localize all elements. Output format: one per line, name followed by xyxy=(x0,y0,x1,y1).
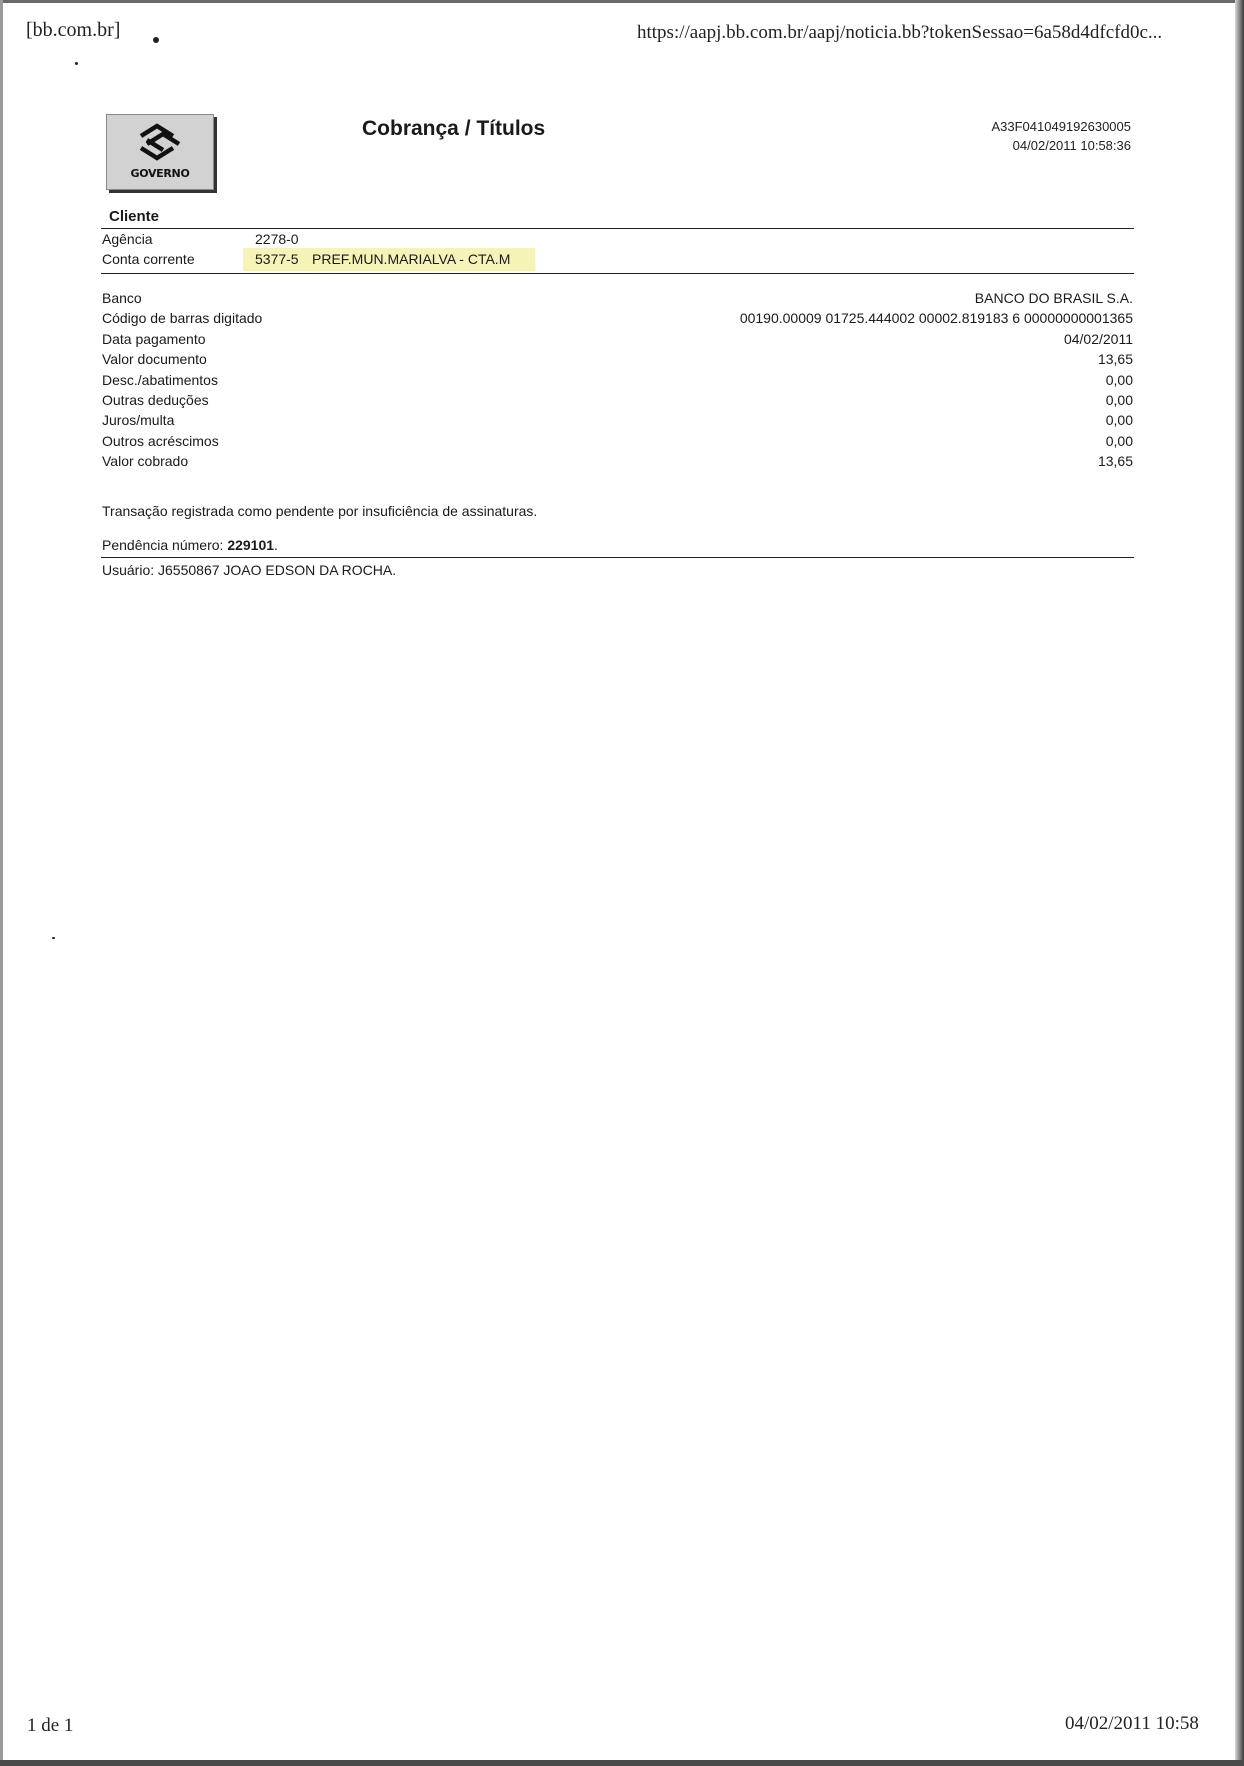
print-header-url: https://aapj.bb.com.br/aapj/noticia.bb?tokenSessao=6a58d4dfcfd0c... xyxy=(637,22,1163,43)
divider xyxy=(101,273,1134,274)
print-footer-page: 1 de 1 xyxy=(27,1715,74,1736)
section-title-cliente: Cliente xyxy=(109,208,160,225)
status-message: Transação registrada como pendente por insuficiência de assinaturas. xyxy=(102,503,538,519)
detail-label: Valor cobrado xyxy=(102,453,189,469)
bank-logo-text: GOVERNO xyxy=(130,167,190,180)
bank-logo xyxy=(106,114,214,190)
detail-value: 04/02/2011 xyxy=(1063,331,1133,347)
detail-label: Data pagamento xyxy=(102,331,206,347)
detail-value: 0,00 xyxy=(1105,433,1133,449)
detail-label: Valor documento xyxy=(102,351,207,367)
detail-label: Juros/multa xyxy=(102,412,175,428)
agencia-value: 2278-0 xyxy=(255,231,299,247)
scan-speck xyxy=(75,62,78,65)
detail-label: Código de barras digitado xyxy=(102,310,263,326)
scan-speck xyxy=(153,37,159,43)
pendencia-line xyxy=(102,537,278,553)
agencia-label: Agência xyxy=(102,231,153,247)
pendencia-label: Pendência número: xyxy=(102,537,224,553)
conta-value: 5377-5 xyxy=(255,251,299,267)
detail-label: Outras deduções xyxy=(102,392,209,408)
document-code: A33F041049192630005 xyxy=(991,119,1131,134)
document-timestamp: 04/02/2011 10:58:36 xyxy=(1012,138,1131,153)
detail-value: 00190.00009 01725.444002 00002.819183 6 00000000001365 xyxy=(739,310,1133,326)
scan-edge-bottom xyxy=(0,1760,1244,1766)
bank-logo-icon xyxy=(137,122,183,166)
pendencia-number: 229101 xyxy=(227,537,275,553)
print-footer-datetime: 04/02/2011 10:58 xyxy=(1065,1713,1199,1734)
detail-value: 0,00 xyxy=(1105,372,1133,388)
detail-value: 0,00 xyxy=(1105,392,1133,408)
detail-value: BANCO DO BRASIL S.A. xyxy=(974,290,1133,306)
scan-edge-left xyxy=(0,0,3,1766)
detail-label: Outros acréscimos xyxy=(102,433,219,449)
detail-label: Banco xyxy=(102,290,142,306)
detail-value: 13,65 xyxy=(1097,351,1133,367)
scan-speck xyxy=(52,937,55,939)
page-title: Cobrança / Títulos xyxy=(362,117,546,140)
detail-label: Desc./abatimentos xyxy=(102,372,218,388)
print-header-site: [bb.com.br] xyxy=(26,19,121,41)
detail-value: 13,65 xyxy=(1097,453,1133,469)
pendencia-period: . xyxy=(274,537,278,553)
document-id-block xyxy=(991,117,1131,155)
scan-edge-top xyxy=(0,0,1244,3)
divider xyxy=(101,557,1134,558)
detail-value: 0,00 xyxy=(1105,412,1133,428)
scan-edge-right xyxy=(1235,0,1244,1766)
conta-name: PREF.MUN.MARIALVA - CTA.M xyxy=(312,251,511,267)
divider xyxy=(101,228,1134,229)
conta-label: Conta corrente xyxy=(102,251,195,267)
usuario-line: Usuário: J6550867 JOAO EDSON DA ROCHA. xyxy=(102,562,397,578)
